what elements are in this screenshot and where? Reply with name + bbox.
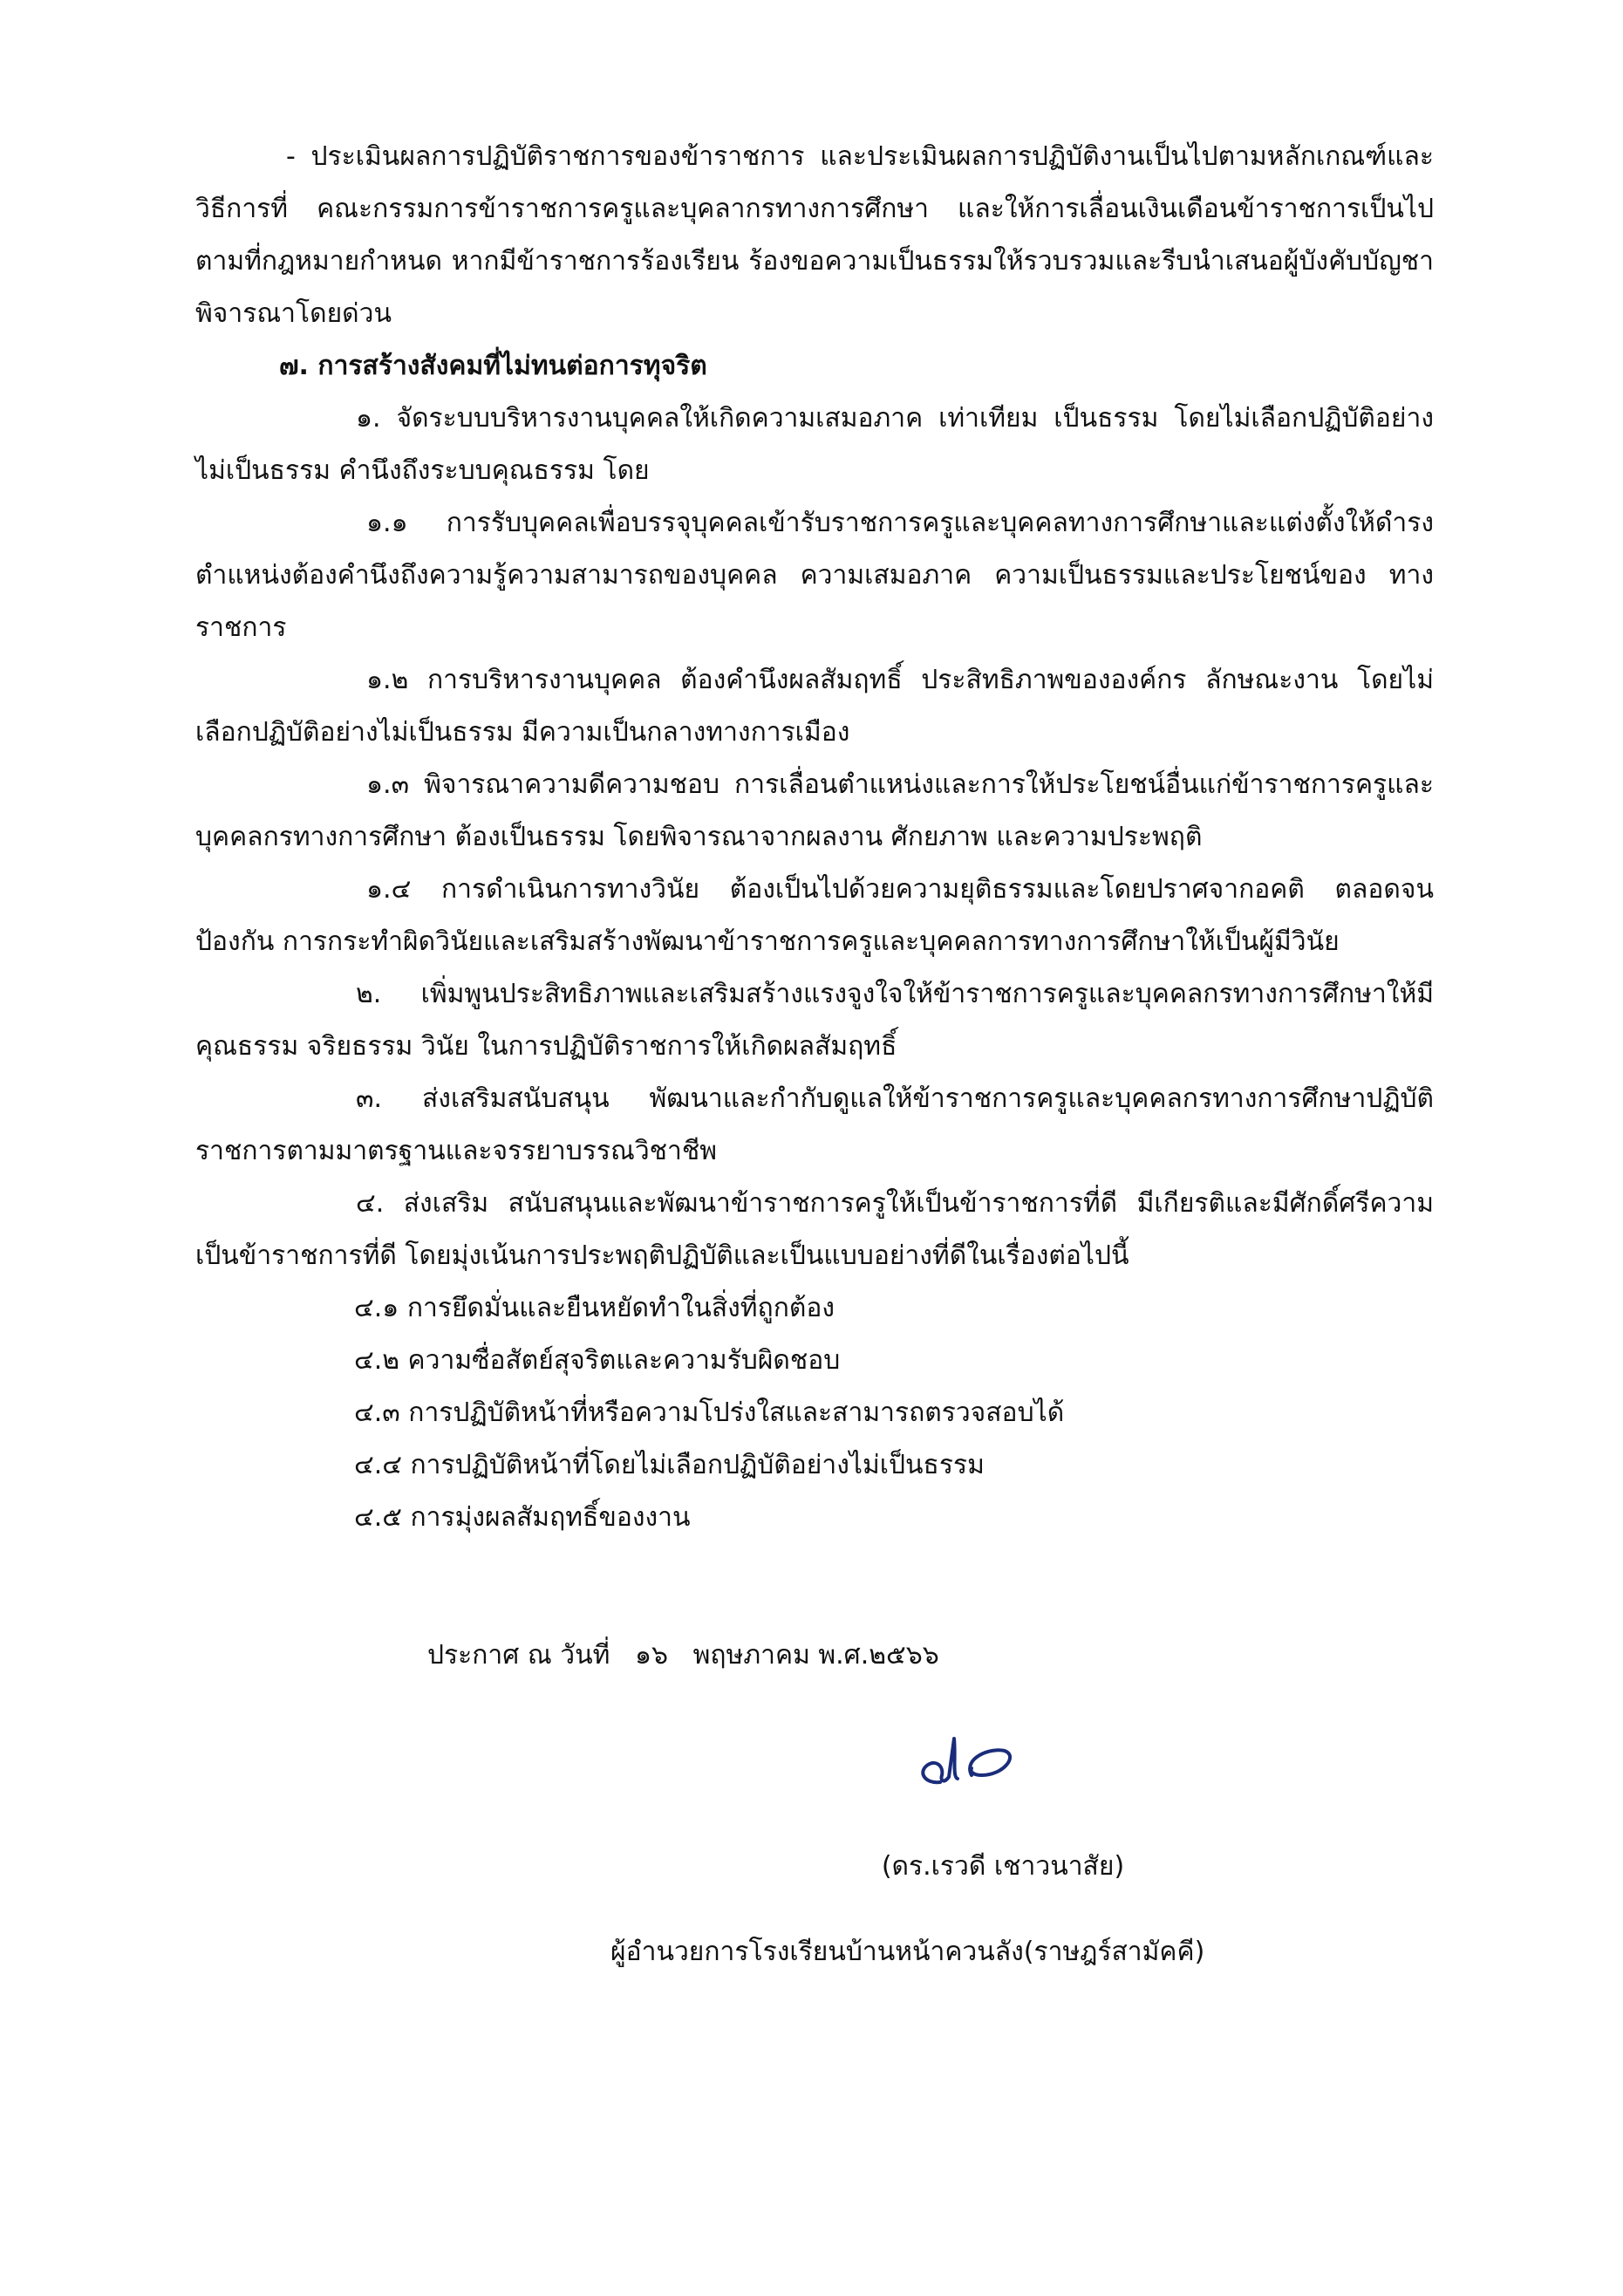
paragraph-item-1: ๑. จัดระบบบริหารงานบุคคลให้เกิดความเสมอภาค เท่าเทียม เป็นธรรม โดยไม่เลือกปฏิบัติอย่างไม่เป็นธรรม คำนึงถึงระบบคุณธรรม โดย [195, 403, 1434, 486]
paragraph-item-1-2: ๑.๒ การบริหารงานบุคคล ต้องคำนึงผลสัมฤทธิ์ ประสิทธิภาพขององค์กร ลักษณะงาน โดยไม่เลือกปฏิบัติอย่างไม่เป็นธรรม มีความเป็นกลางทางการเมือง [195, 665, 1434, 748]
paragraph-item-4: ๔. ส่งเสริม สนับสนุนและพัฒนาข้าราชการครูให้เป็นข้าราชการที่ดี มีเกียรติและมีศักดิ์ศรีความเป็นข้าราชการที่ดี โดยมุ่งเน้นการประพฤติปฏิบัติและเป็นแบบอย่างที่ดีในเรื่องต่อไปนี้ [195, 1188, 1434, 1271]
paragraph-evaluation: - ประเมินผลการปฏิบัติราชการของข้าราชการ และประเมินผลการปฏิบัติงานเป็นไปตามหลักเกณฑ์และวิธีการที่ คณะกรรมการข้าราชการครูและบุคลากรทางการศึกษา และให้การเลื่อนเงินเดือนข้าราชการเป็นไปตามที่กฎหมายกำหนด หากมีข้าราชการร้องเรียน ร้องขอความเป็นธรรมให้รวบรวมและรีบนำเสนอผู้บังคับบัญชาพิจารณาโดยด่วน [195, 141, 1434, 329]
section-heading-7: ๗. การสร้างสังคมที่ไม่ทนต่อการทุจริต [279, 351, 707, 381]
signer-name: (ดร.เรวดี เชาวนาสัย) [881, 1851, 1125, 1882]
list-item-4-1: ๔.๑ การยึดมั่นและยืนหยัดทำในสิ่งที่ถูกต้อง [354, 1293, 835, 1323]
paragraph-item-1-4: ๑.๔ การดำเนินการทางวินัย ต้องเป็นไปด้วยความยุติธรรมและโดยปราศจากอคติ ตลอดจนป้องกัน การกระทำผิดวินัยและเสริมสร้างพัฒนาข้าราชการครูและบุคคลการทางการศึกษาให้เป็นผู้มีวินัย [195, 874, 1434, 957]
list-item-4-5: ๔.๕ การมุ่งผลสัมฤทธิ์ของงาน [354, 1502, 691, 1533]
paragraph-item-3: ๓. ส่งเสริมสนับสนุน พัฒนาและกำกับดูแลให้ข้าราชการครูและบุคคลกรทางการศึกษาปฏิบัติราชการตามมาตรฐานและจรรยาบรรณวิชาชีพ [195, 1083, 1434, 1166]
announcement-date: ประกาศ ณ วันที่ ๑๖ พฤษภาคม พ.ศ.๒๕๖๖ [427, 1640, 939, 1671]
paragraph-item-1-3: ๑.๓ พิจารณาความดีความชอบ การเลื่อนตำแหน่งและการให้ประโยชน์อื่นแก่ข้าราชการครูและบุคคลกรทางการศึกษา ต้องเป็นธรรม โดยพิจารณาจากผลงาน ศักยภาพ และความประพฤติ [195, 769, 1434, 852]
list-item-4-4: ๔.๔ การปฏิบัติหน้าที่โดยไม่เลือกปฏิบัติอย่างไม่เป็นธรรม [354, 1450, 985, 1480]
paragraph-item-2: ๒. เพิ่มพูนประสิทธิภาพและเสริมสร้างแรงจูงใจให้ข้าราชการครูและบุคคลกรทางการศึกษาให้มีคุณธรรม จริยธรรม วินัย ในการปฏิบัติราชการให้เกิดผลสัมฤทธิ์ [195, 979, 1434, 1062]
paragraph-item-1-1: ๑.๑ การรับบุคคลเพื่อบรรจุบุคคลเข้ารับราชการครูและบุคคลทางการศึกษาและแต่งตั้งให้ดำรงตำแหน่งต้องคำนึงถึงความรู้ความสามารถของบุคคล ความเสมอภาค ความเป็นธรรมและประโยชน์ของ ทางราชการ [195, 508, 1434, 643]
list-item-4-3: ๔.๓ การปฏิบัติหน้าที่หรือความโปร่งใสและสามารถตรวจสอบได้ [354, 1397, 1065, 1428]
document-body [195, 131, 1434, 1544]
signer-title: ผู้อำนวยการโรงเรียนบ้านหน้าควนลัง(ราษฎร์สามัคคี) [610, 1937, 1205, 1967]
list-item-4-2: ๔.๒ ความซื่อสัตย์สุจริตและความรับผิดชอบ [354, 1345, 841, 1376]
handwritten-signature [898, 1723, 1038, 1801]
